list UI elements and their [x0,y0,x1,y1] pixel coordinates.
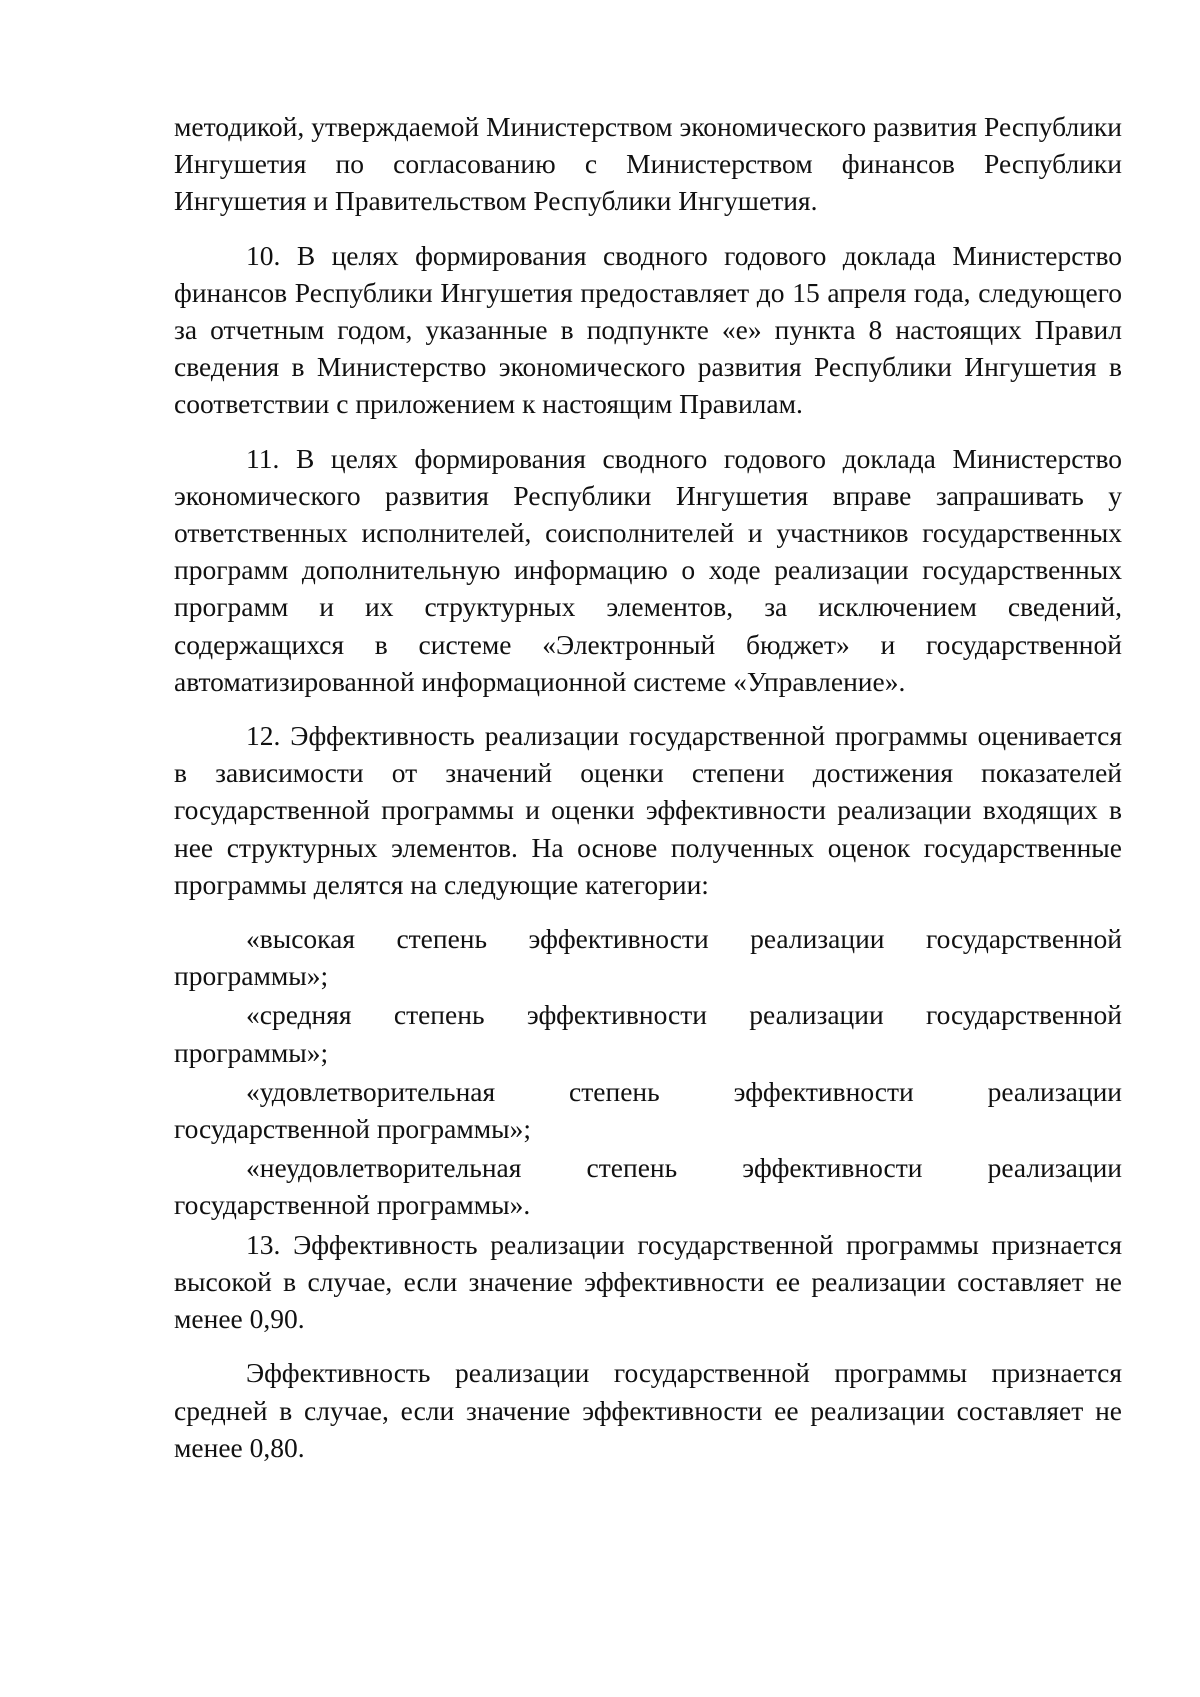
paragraph-item-13: 13. Эффективность реализации государственной программы признается высокой в случае, если значение эффективности ее реализации составляет не менее 0,90. [174,1228,1122,1335]
paragraph-item-11: 11. В целях формирования сводного годового доклада Министерство экономического развития Республики Ингушетия вправе запрашивать у ответственных исполнителей, соисполнителей и участников государственных программ дополнительную информацию о ходе реализации государственных программ и их структурных элементов, за исключением сведений, содержащихся в системе «Электронный бюджет» и государственной автоматизированной информационной системе «Управление». [174,442,1122,697]
paragraph-methodology-continuation: методикой, утверждаемой Министерством экономического развития Республики Ингушетия по согласованию с Министерством финансов Республики Ингушетия и Правительством Республики Ингушетия. [174,111,1122,217]
document-page [174,108,1122,1466]
category-satisfactory: «удовлетворительная степень эффективности реализации государственной программы»; [174,1075,1122,1145]
paragraph-item-10: 10. В целях формирования сводного годового доклада Министерство финансов Республики Ингушетия предоставляет до 15 апреля года, следующего за отчетным годом, указанные в подпункте «е» пункта 8 настоящих Правил сведения в Министерство экономического развития Республики Ингушетия в соответствии с приложением к настоящим Правилам. [174,239,1122,420]
paragraph-item-12: 12. Эффективность реализации государственной программы оценивается в зависимости от значений оценки степени достижения показателей государственной программы и оценки эффективности реализации входящих в нее структурных элементов. На основе полученных оценок государственные программы делятся на следующие категории: [174,720,1122,900]
category-unsatisfactory: «неудовлетворительная степень эффективности реализации государственной программы». [174,1152,1122,1221]
category-medium: «средняя степень эффективности реализации государственной программы»; [174,999,1122,1068]
paragraph-medium-threshold: Эффективность реализации государственной программы признается средней в случае, если значение эффективности ее реализации составляет не менее 0,80. [174,1357,1122,1463]
category-high: «высокая степень эффективности реализации государственной программы»; [174,923,1122,992]
